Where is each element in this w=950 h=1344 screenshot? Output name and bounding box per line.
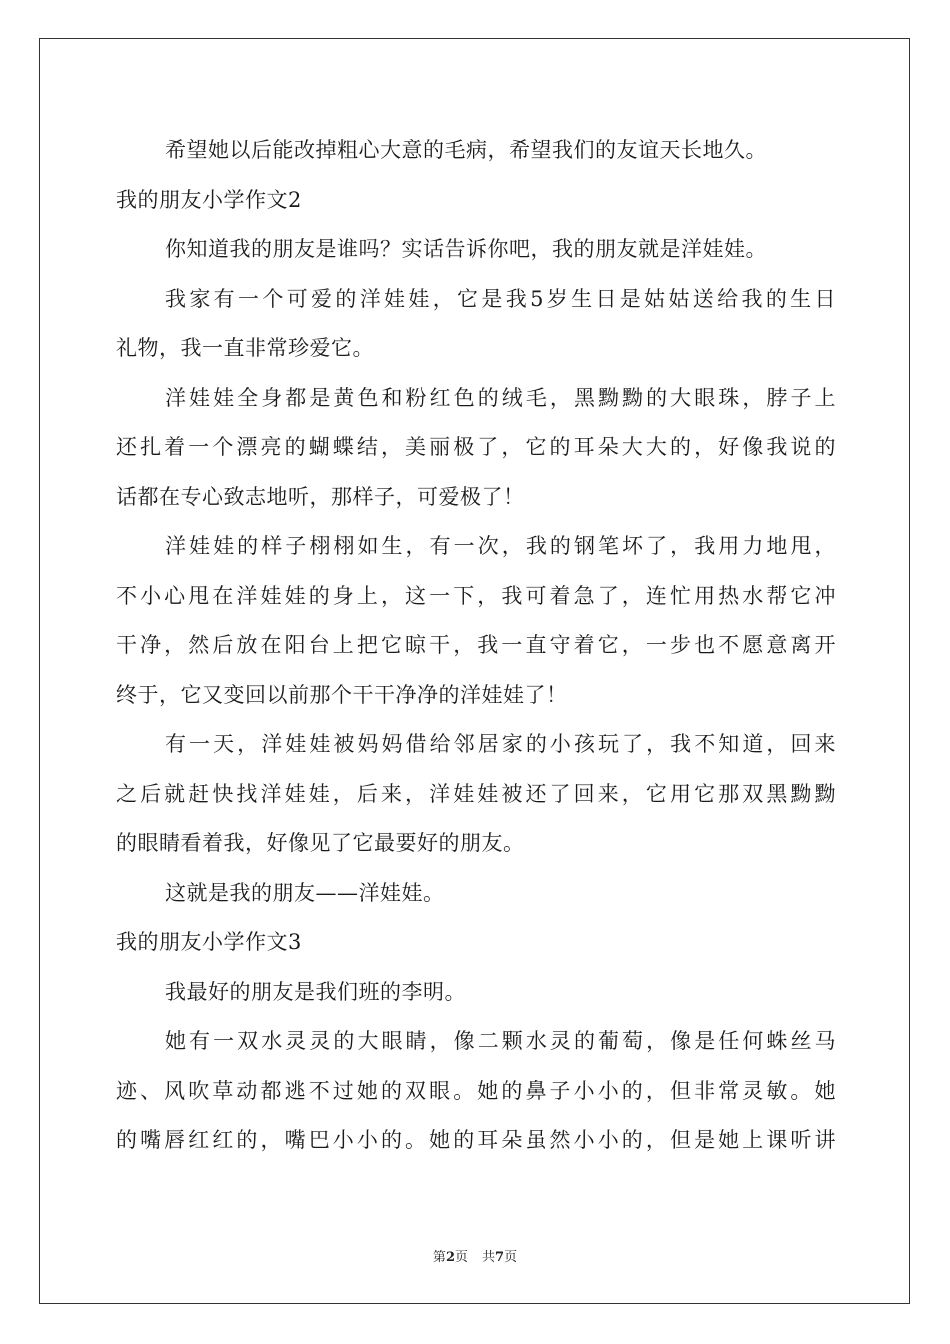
section-heading: 我的朋友小学作文3 [116,930,302,954]
document-body [116,131,836,1171]
text-line: 洋娃娃全身都是黄色和粉红色的绒毛，黑黝黝的大眼珠，脖子上 [165,385,836,410]
text-line: 希望她以后能改掉粗心大意的毛病，希望我们的友谊天长地久。 [165,138,767,162]
text-line: 还扎着一个漂亮的蝴蝶结，美丽极了，它的耳朵大大的，好像我说的 [116,435,836,459]
text-line: 终于，它又变回以前那个干干净净的洋娃娃了！ [116,682,568,707]
page-number: 2 [445,1250,455,1265]
text-line: 我家有一个可爱的洋娃娃，它是我5岁生日是姑姑送给我的生日 [165,286,836,311]
text-line: 有一天，洋娃娃被妈妈借给邻居家的小孩玩了，我不知道，回来 [165,732,836,756]
text-line: 我最好的朋友是我们班的李明。 [165,979,466,1004]
text-line: 这就是我的朋友——洋娃娃。 [165,880,445,905]
total-pages-suffix: 页 [504,1250,518,1265]
text-line: 之后就赶快找洋娃娃，后来，洋娃娃被还了回来，它用它那双黑黝黝 [116,781,836,806]
text-line: 的眼睛看着我，好像见了它最要好的朋友。 [116,831,525,855]
total-pages: 7 [495,1250,505,1265]
text-line: 洋娃娃的样子栩栩如生，有一次，我的钢笔坏了，我用力地甩， [165,534,836,558]
text-line: 迹、风吹草动都逃不过她的双眼。她的鼻子小小的，但非常灵敏。她 [116,1078,836,1103]
page-number-prefix: 第 [432,1250,446,1265]
text-line: 你知道我的朋友是谁吗？实话告诉你吧，我的朋友就是洋娃娃。 [165,237,767,261]
page-number-suffix: 页 [454,1250,468,1265]
text-line: 不小心甩在洋娃娃的身上，这一下，我可着急了，连忙用热水帮它冲 [116,583,836,608]
text-line: 的嘴唇红红的，嘴巴小小的。她的耳朵虽然小小的，但是她上课听讲 [116,1128,836,1152]
text-line: 她有一双水灵灵的大眼睛，像二颗水灵的葡萄，像是任何蛛丝马 [165,1029,836,1053]
section-heading: 我的朋友小学作文2 [116,187,302,212]
text-line: 礼物，我一直非常珍爱它。 [116,336,374,360]
text-line: 话都在专心致志地听，那样子，可爱极了！ [116,484,525,509]
total-pages-prefix: 共 [482,1250,496,1265]
page-footer [0,1246,950,1265]
text-line: 干净，然后放在阳台上把它晾干，我一直守着它，一步也不愿意离开 [116,633,836,657]
